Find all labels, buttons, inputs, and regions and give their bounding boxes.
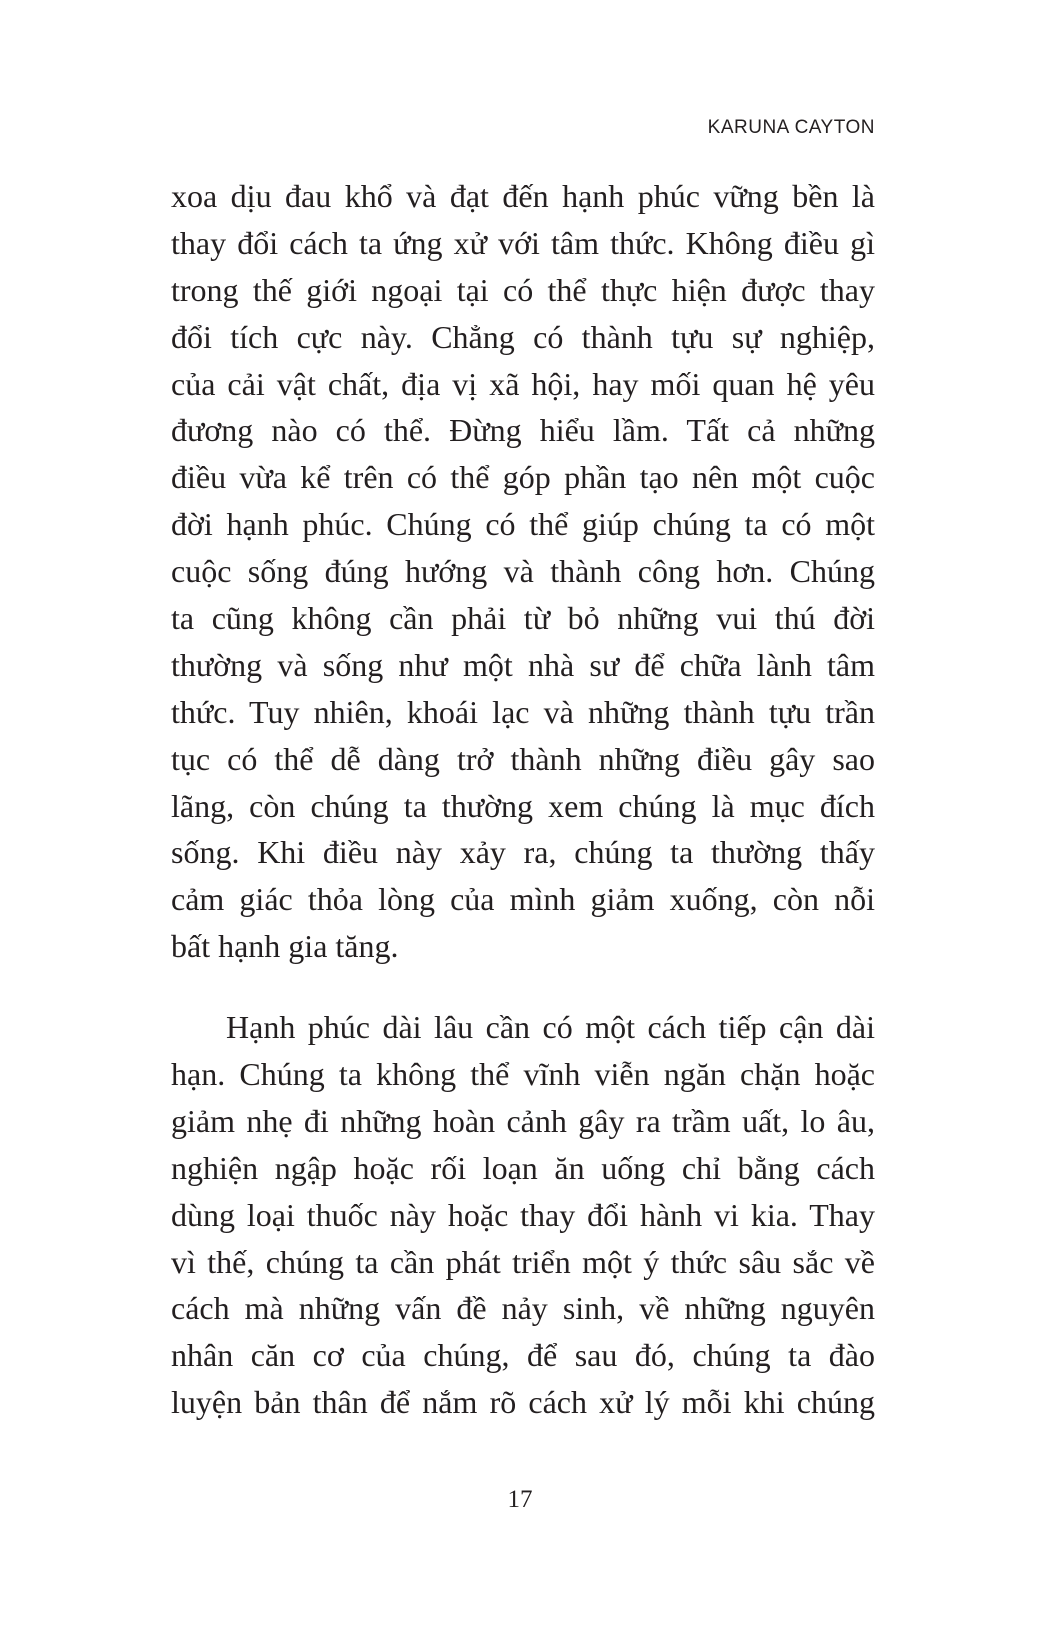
text-line: thức. Tuy nhiên, khoái lạc và những thành tựu trần (171, 693, 875, 730)
text-line: lãng, còn chúng ta thường xem chúng là mục đích (171, 787, 875, 824)
text-line: điều vừa kể trên có thể góp phần tạo nên một cuộc (171, 459, 875, 496)
paragraph-spacer (171, 970, 875, 1004)
text-line: đời hạnh phúc. Chúng có thể giúp chúng ta có một (171, 506, 875, 543)
text-line: vì thế, chúng ta cần phát triển một ý thức sâu sắc về (171, 1243, 875, 1280)
text-line: nghiện ngập hoặc rối loạn ăn uống chỉ bằng cách (171, 1149, 875, 1186)
text-line: sống. Khi điều này xảy ra, chúng ta thường thấy (171, 834, 875, 871)
text-line: hạn. Chúng ta không thể vĩnh viễn ngăn chặn hoặc (171, 1056, 875, 1093)
page-number: 17 (507, 1486, 533, 1513)
text-line: đổi tích cực này. Chẳng có thành tựu sự nghiệp, (171, 318, 875, 355)
paragraph-2 (171, 1004, 875, 1426)
text-line: dùng loại thuốc này hoặc thay đổi hành vi kia. Thay (171, 1196, 875, 1233)
text-line: thường và sống như một nhà sư để chữa lành tâm (171, 646, 875, 683)
text-line: giảm nhẹ đi những hoàn cảnh gây ra trầm uất, lo âu, (171, 1102, 875, 1139)
text-line: Hạnh phúc dài lâu cần có một cách tiếp cận dài (226, 1009, 875, 1046)
text-line: ta cũng không cần phải từ bỏ những vui thú đời (171, 600, 875, 637)
text-line: luyện bản thân để nắm rõ cách xử lý mỗi khi chúng (171, 1384, 875, 1421)
text-line: cuộc sống đúng hướng và thành công hơn. Chúng (171, 553, 875, 590)
text-line: trong thế giới ngoại tại có thể thực hiện được thay (171, 271, 875, 308)
running-header-author: KARUNA CAYTON (707, 117, 875, 138)
paragraph-1 (171, 173, 875, 970)
text-line: bất hạnh gia tăng. (171, 928, 399, 965)
text-line: tục có thể dễ dàng trở thành những điều gây sao (171, 740, 875, 777)
text-line: thay đổi cách ta ứng xử với tâm thức. Không điều gì (171, 224, 875, 261)
text-line: cảm giác thỏa lòng của mình giảm xuống, còn nỗi (171, 881, 875, 918)
text-line: của cải vật chất, địa vị xã hội, hay mối quan hệ yêu (171, 365, 875, 402)
text-line: đương nào có thể. Đừng hiểu lầm. Tất cả những (171, 412, 875, 449)
text-line: xoa dịu đau khổ và đạt đến hạnh phúc vững bền là (171, 178, 875, 214)
text-line: cách mà những vấn đề nảy sinh, về những nguyên (171, 1290, 875, 1327)
body-text (171, 173, 875, 1426)
text-line: nhân căn cơ của chúng, để sau đó, chúng ta đào (171, 1337, 875, 1374)
